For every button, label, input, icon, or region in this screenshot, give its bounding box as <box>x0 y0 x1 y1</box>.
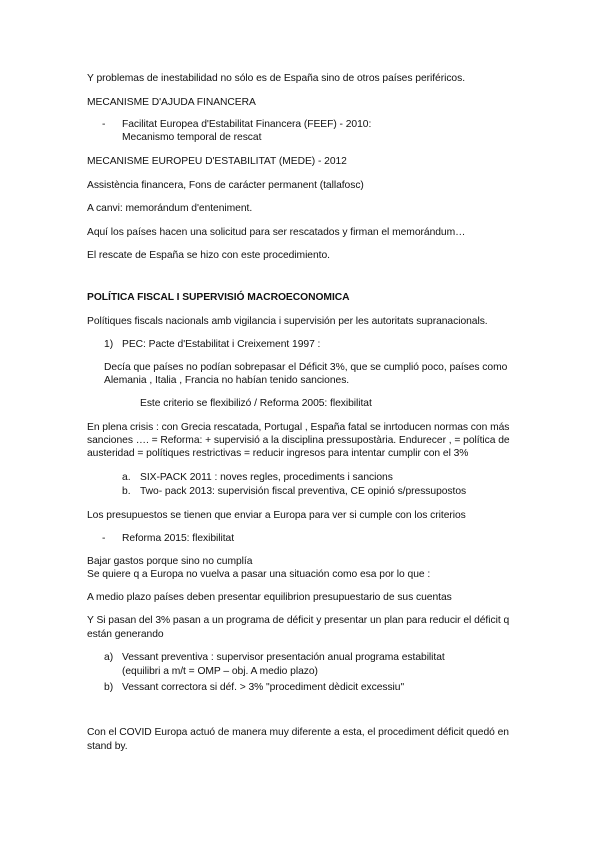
section-heading: POLÍTICA FISCAL I SUPERVISIÓ MACROECONOMICA <box>87 292 350 303</box>
text-line: Con el COVID Europa actuó de manera muy diferente a esta, el procediment déficit quedó en <box>87 727 509 738</box>
text-line: A canvi: memorándum d'enteniment. <box>87 203 253 214</box>
text-line: están generando <box>87 629 164 640</box>
dash-bullet: - <box>102 533 106 544</box>
list-item-continuation: Mecanismo temporal de rescat <box>122 132 262 143</box>
list-number: 1) <box>104 339 114 350</box>
text-line: A medio plazo países deben presentar equilibrion presupuestario de sus cuentas <box>87 592 452 603</box>
text-line: Polítiques fiscals nacionals amb vigilancia i supervisión per les autoritats supranacionals. <box>87 316 488 327</box>
list-item: Reforma 2015: flexibilitat <box>122 533 235 544</box>
text-line: Y Si pasan del 3% pasan a un programa de déficit y presentar un plan para reducir el déficit q <box>87 615 510 626</box>
list-item: SIX-PACK 2011 : noves regles, procediments i sancions <box>140 472 393 483</box>
list-marker: a) <box>104 652 114 663</box>
list-marker: b. <box>122 486 131 497</box>
list-item-continuation: (equilibri a m/t = OMP – obj. A medio plazo) <box>122 666 318 677</box>
list-item: Vessant correctora si déf. > 3% "procediment dèdicit excessiu" <box>122 682 405 693</box>
text-line: Decía que países no podían sobrepasar el Déficit 3%, que se cumplió poco, países como <box>104 362 508 373</box>
text-line: El rescate de España se hizo con este procedimiento. <box>87 250 330 261</box>
list-item: Vessant preventiva : supervisor presentación anual programa estabilitat <box>122 652 445 663</box>
list-item: PEC: Pacte d'Estabilitat i Creixement 1997 : <box>122 339 321 350</box>
list-marker: a. <box>122 472 131 483</box>
list-marker: b) <box>104 682 114 693</box>
text-line: Aquí los países hacen una solicitud para ser rescatados y firman el memorándum… <box>87 227 466 238</box>
text-line: Alemania , Italia , Francia no habían tenido sanciones. <box>104 375 350 386</box>
text-line: Bajar gastos porque sino no cumplía <box>87 556 253 567</box>
text-line: austeridad = polítiques restrictivas = reducir ingresos para intentar cumplir con el 3% <box>87 448 469 459</box>
text-line: Los presupuestos se tienen que enviar a Europa para ver si cumple con los criterios <box>87 510 466 521</box>
text-line: Este criterio se flexibilizó / Reforma 2005: flexibilitat <box>140 398 372 409</box>
text-line: stand by. <box>87 741 128 752</box>
section-title-mecanisme: MECANISME D'AJUDA FINANCERA <box>87 97 256 108</box>
text-line: Assistència financera, Fons de carácter permanent (tallafosc) <box>87 180 364 191</box>
list-item: Facilitat Europea d'Estabilitat Financera (FEEF) - 2010: <box>122 119 372 130</box>
text-line: Y problemas de inestabilidad no sólo es de España sino de otros países periféricos. <box>87 73 466 84</box>
section-title-mede: MECANISME EUROPEU D'ESTABILITAT (MEDE) - 2012 <box>87 156 347 167</box>
list-item: Two- pack 2013: supervisión fiscal preventiva, CE opinió s/pressupostos <box>140 486 467 497</box>
text-line: Se quiere q a Europa no vuelva a pasar una situación como esa por lo que : <box>87 569 431 580</box>
dash-bullet: - <box>102 119 106 130</box>
text-line: sanciones …. = Reforma: + supervisió a la disciplina pressupostària. Endurecer , = política de <box>87 435 510 446</box>
text-line: En plena crisis : con Grecia rescatada, Portugal , España fatal se inrtoducen normas con más <box>87 422 510 433</box>
